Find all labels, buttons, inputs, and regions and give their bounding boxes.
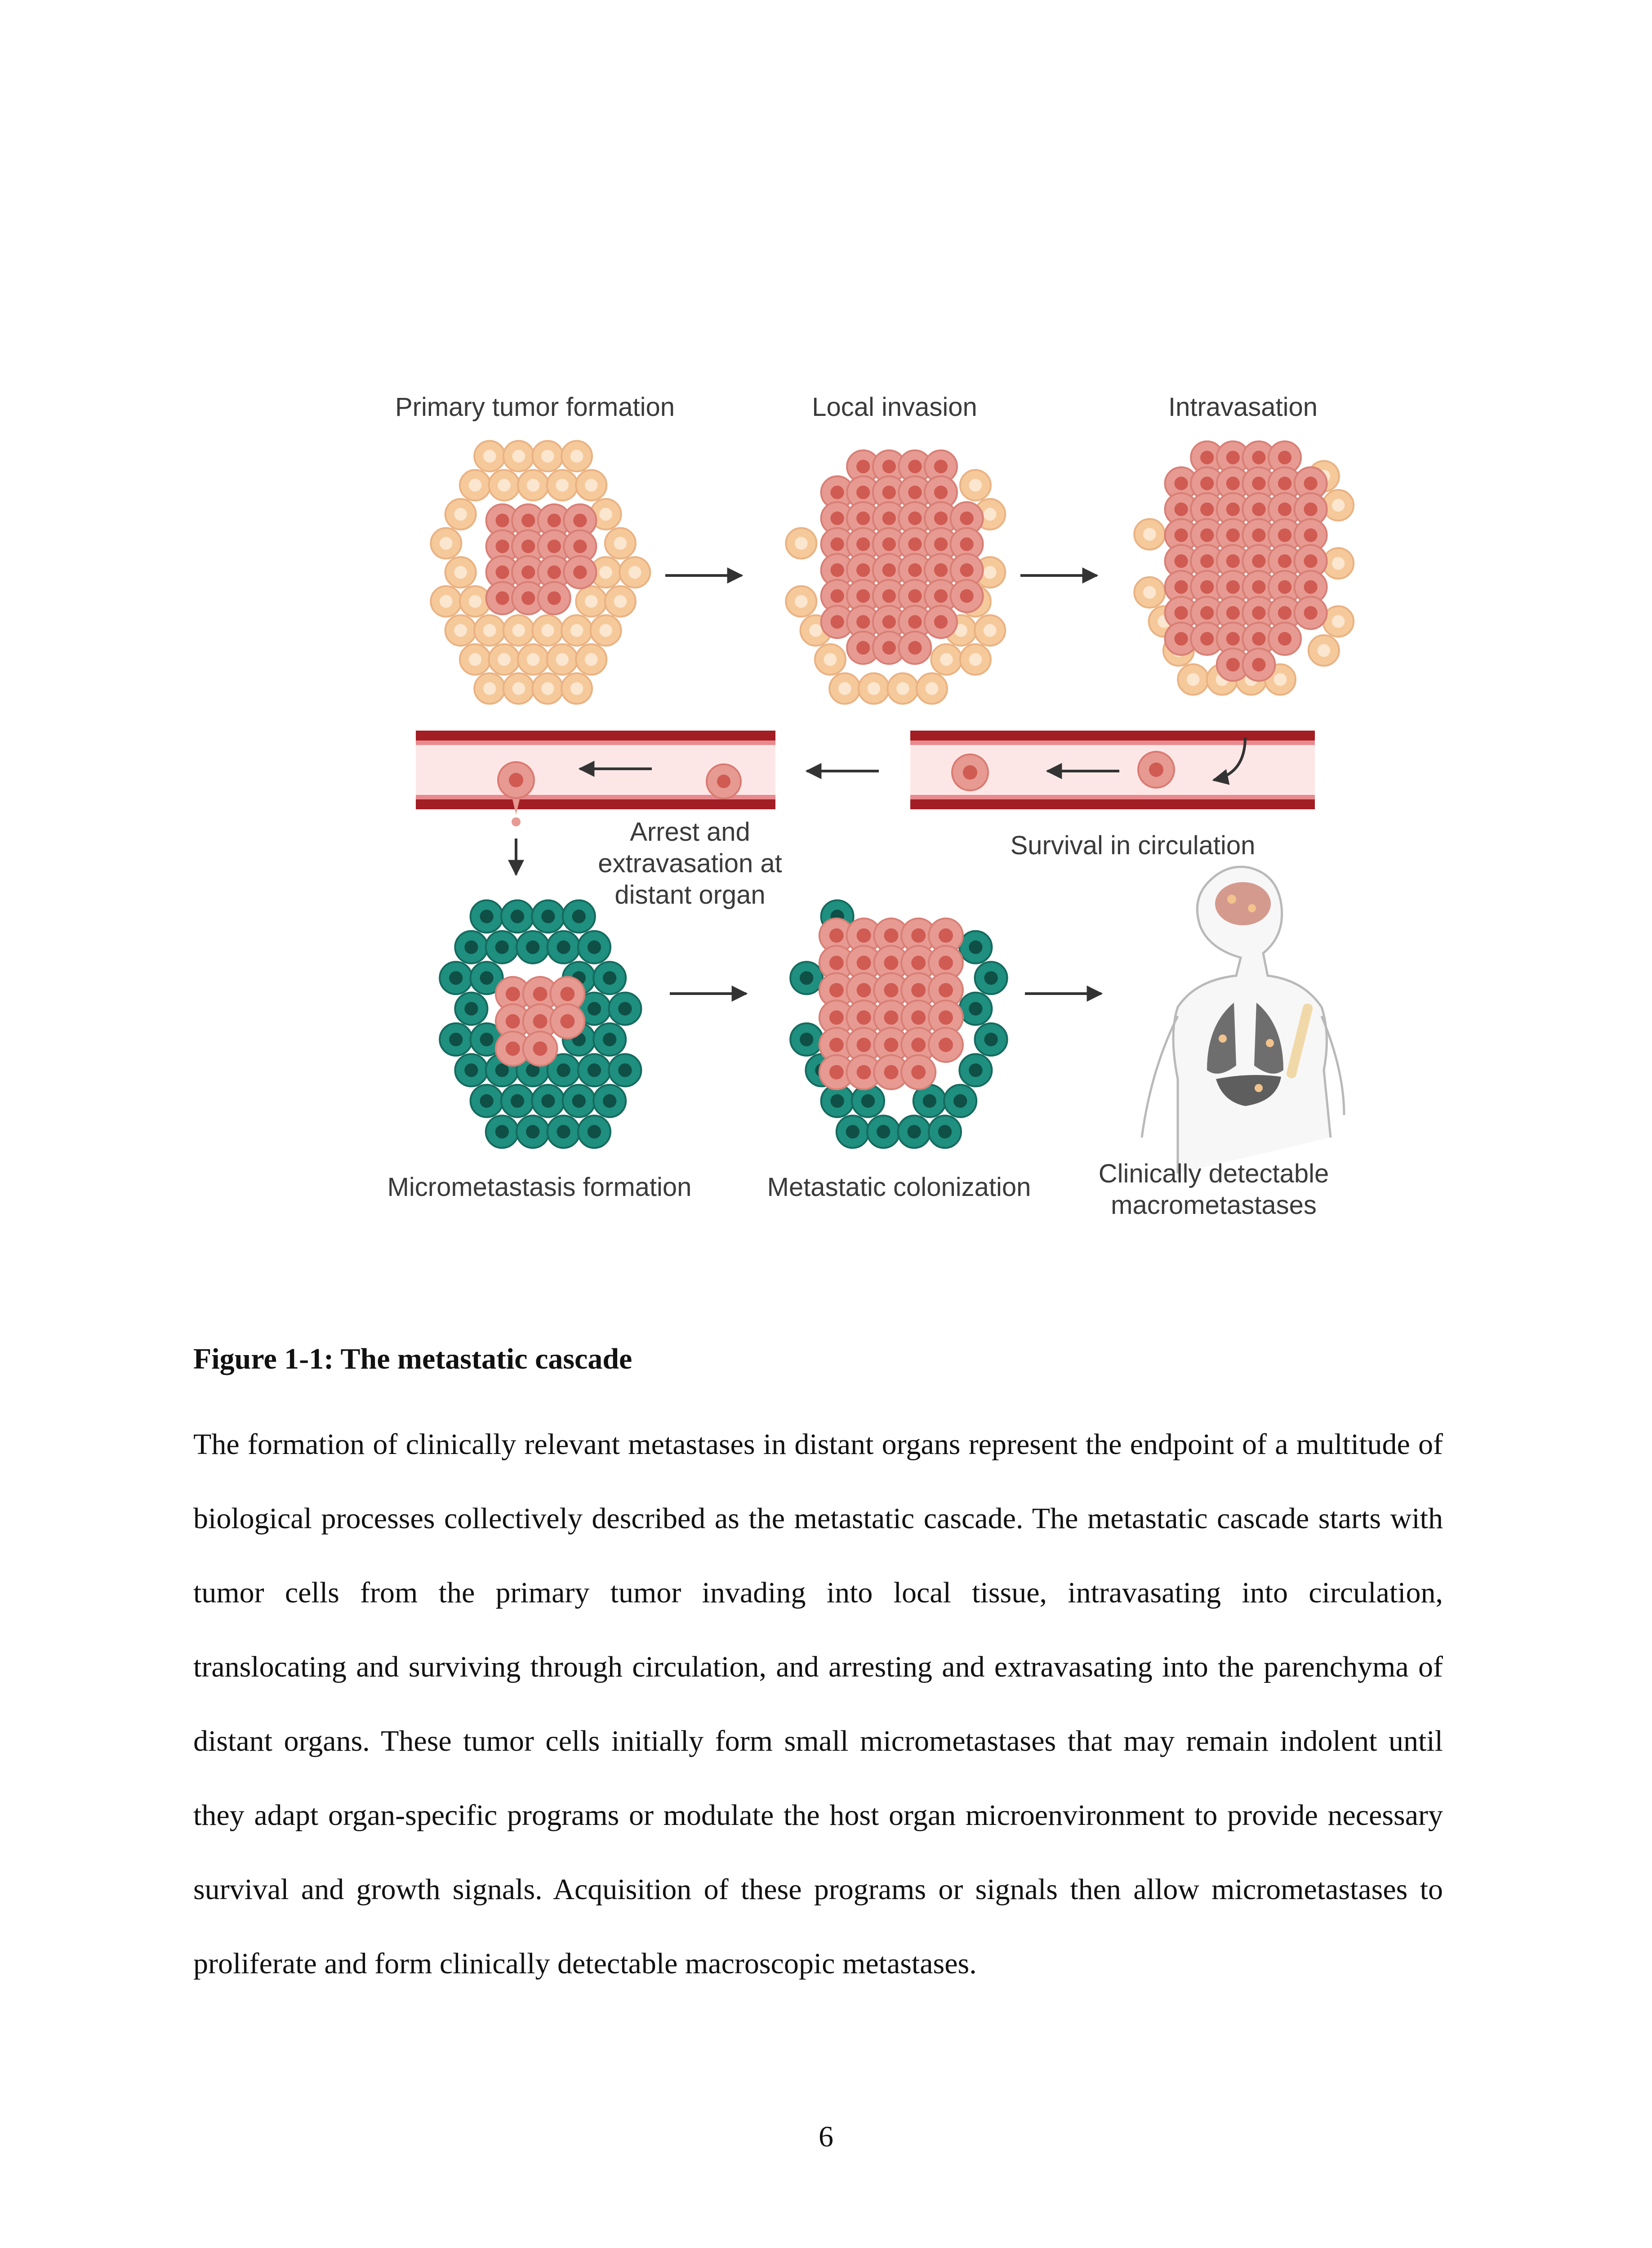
label-arrest-line2: extravasation at [598, 849, 782, 878]
human-body-illustration [1142, 867, 1344, 1173]
label-micrometastasis-formation: Micrometastasis formation [387, 1173, 692, 1202]
body-paragraph: The formation of clinically relevant metastases in distant organs represent the endpoint of a multitude of biological processes collectively described as the metastatic cascade. The metastatic cascade starts with tumor cells from the primary tumor invading into local tissue, intravasating into circulation, translocating and surviving through circulation, and arresting and extravasating into the parenchyma of distant organs. These tumor cells initially form small micrometastases that may remain indolent until they adapt organ-specific programs or modulate the host organ microenvironment to provide necessary survival and growth signals. Acquisition of these programs or signals then allow micrometastases to proliferate and form clinically detectable macroscopic metastases. [193, 1428, 1443, 1980]
brain-icon [1215, 882, 1271, 925]
local-invasion-cluster [786, 450, 1005, 704]
primary-tumor-cluster [431, 441, 650, 704]
label-intravasation: Intravasation [1168, 393, 1318, 422]
label-survival-in-circulation: Survival in circulation [1010, 831, 1256, 860]
label-arrest-line1: Arrest and [630, 817, 750, 847]
intravasation-cluster [1134, 442, 1354, 695]
circulating-tumor-cell [952, 754, 988, 790]
label-clinical-line2: macrometastases [1111, 1191, 1317, 1220]
label-clinical-line1: Clinically detectable [1098, 1159, 1329, 1188]
circulating-tumor-cell [707, 764, 741, 798]
circulating-tumor-cell [1138, 752, 1174, 788]
page-number: 6 [819, 2120, 833, 2153]
metastatic-colonization-cluster [790, 900, 1007, 1148]
label-local-invasion: Local invasion [812, 393, 977, 422]
figure-caption: Figure 1-1: The metastatic cascade [193, 1343, 632, 1375]
label-primary-tumor-formation: Primary tumor formation [395, 393, 675, 422]
label-arrest-line3: distant organ [614, 880, 766, 910]
micrometastasis-cluster [440, 900, 641, 1148]
label-metastatic-colonization: Metastatic colonization [767, 1173, 1031, 1202]
